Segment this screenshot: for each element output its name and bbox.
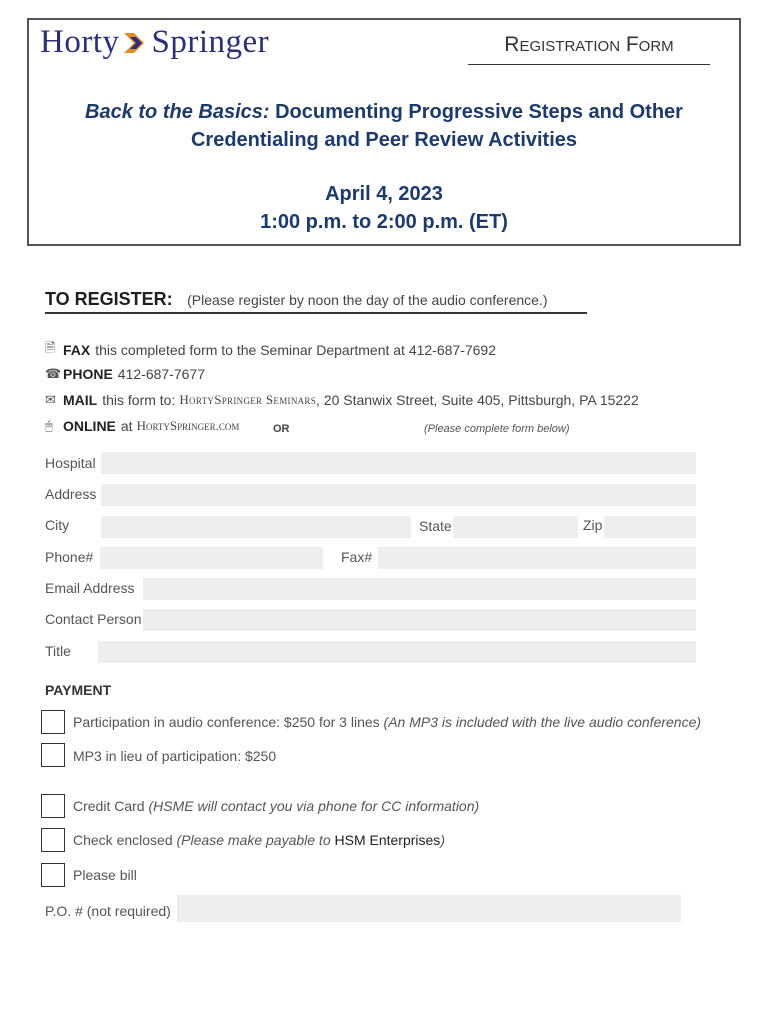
seminar-title-line2: Credentialing and Peer Review Activities — [190, 129, 578, 151]
mp3-checkbox[interactable] — [41, 743, 65, 767]
mail-method-label: MAIL — [63, 392, 98, 408]
credit-card-note: (HSME will contact you via phone for CC information) — [148, 798, 480, 814]
hospital-field[interactable] — [101, 452, 696, 474]
to-register — [45, 289, 547, 310]
zip-field[interactable] — [604, 516, 696, 538]
po-field[interactable] — [177, 895, 681, 922]
method-mail — [45, 392, 639, 408]
method-fax — [45, 339, 496, 361]
credit-card-checkbox[interactable] — [41, 794, 65, 818]
document-icon: 🗎 — [45, 340, 56, 355]
title-label: Title — [45, 643, 71, 659]
logo-word-right: Springer — [151, 24, 270, 60]
form-title: Registration Form — [504, 33, 674, 56]
audio-conference-note: (An MP3 is included with the live audio conference) — [383, 714, 702, 730]
contact-field[interactable] — [143, 609, 696, 631]
form-title-rule — [468, 64, 710, 65]
state-field[interactable] — [453, 516, 578, 538]
telephone-icon: ☎ — [45, 366, 62, 381]
mail-method-prefix: this form to: — [102, 392, 176, 408]
horty-springer-logo — [40, 24, 269, 61]
po-label: P.O. # (not required) — [45, 903, 171, 919]
fax-label: Fax# — [341, 549, 373, 565]
zip-label: Zip — [583, 517, 603, 533]
address-field[interactable] — [101, 484, 696, 506]
to-register-label: TO REGISTER: — [45, 289, 173, 309]
payment-heading: PAYMENT — [45, 682, 112, 698]
audio-conference-option — [73, 714, 701, 730]
online-site[interactable]: HortySpringer.com — [136, 418, 240, 433]
mouse-icon: 🖰 — [45, 418, 53, 433]
credit-card-option — [73, 798, 479, 814]
mail-org: HortySpringer Seminars — [179, 392, 317, 407]
state-label: State — [419, 518, 452, 534]
check-enclosed-text: Check enclosed — [73, 832, 173, 848]
audio-conference-checkbox[interactable] — [41, 710, 65, 734]
mail-address: , 20 Stanwix Street, Suite 405, Pittsburgh, PA 15222 — [316, 392, 639, 408]
logo-word-left: Horty — [40, 24, 120, 60]
seminar-time: 1:00 p.m. to 2:00 p.m. (ET) — [260, 211, 508, 233]
online-at: at — [120, 418, 133, 434]
fax-field[interactable] — [378, 547, 696, 569]
audio-conference-text: Participation in audio conference: $250 for 3 lines — [73, 714, 380, 730]
phone-method-label: PHONE — [63, 366, 113, 382]
seminar-title-line1 — [27, 101, 741, 124]
credit-card-text: Credit Card — [73, 798, 145, 814]
please-bill-option: Please bill — [73, 867, 137, 883]
phone-label: Phone# — [45, 549, 94, 565]
method-online — [45, 418, 239, 434]
seminar-title-italic: Back to the Basics: — [85, 101, 270, 123]
city-label: City — [45, 517, 70, 533]
fax-method-text: this completed form to the Seminar Department at 412-687-7692 — [95, 342, 497, 358]
contact-label: Contact Person — [45, 611, 142, 627]
seminar-date: April 4, 2023 — [325, 183, 443, 205]
fax-method-label: FAX — [63, 342, 91, 358]
complete-note: (Please complete form below) — [424, 423, 570, 435]
phone-field[interactable] — [100, 547, 323, 569]
seminar-title-rest: Documenting Progressive Steps and Other — [275, 101, 683, 123]
title-field[interactable] — [98, 641, 696, 663]
online-method-label: ONLINE — [63, 418, 116, 434]
email-label: Email Address — [45, 580, 135, 596]
check-payable-prefix: (Please make payable to — [176, 832, 331, 848]
to-register-rule — [45, 312, 587, 314]
check-enclosed-checkbox[interactable] — [41, 828, 65, 852]
phone-method-text: 412-687-7677 — [117, 366, 205, 382]
to-register-note: (Please register by noon the day of the audio conference.) — [187, 292, 548, 308]
email-field[interactable] — [143, 578, 696, 600]
check-payee: HSM Enterprises — [334, 832, 441, 848]
envelope-icon: ✉ — [45, 392, 56, 407]
check-enclosed-option — [73, 832, 445, 848]
address-label: Address — [45, 486, 97, 502]
mp3-option: MP3 in lieu of participation: $250 — [73, 748, 277, 764]
check-payable-suffix: ) — [440, 832, 445, 848]
city-field[interactable] — [101, 516, 411, 538]
hospital-label: Hospital — [45, 455, 96, 471]
or-text: OR — [273, 423, 290, 435]
method-phone — [45, 366, 205, 382]
logo-chevron-icon — [124, 29, 148, 57]
please-bill-checkbox[interactable] — [41, 863, 65, 887]
